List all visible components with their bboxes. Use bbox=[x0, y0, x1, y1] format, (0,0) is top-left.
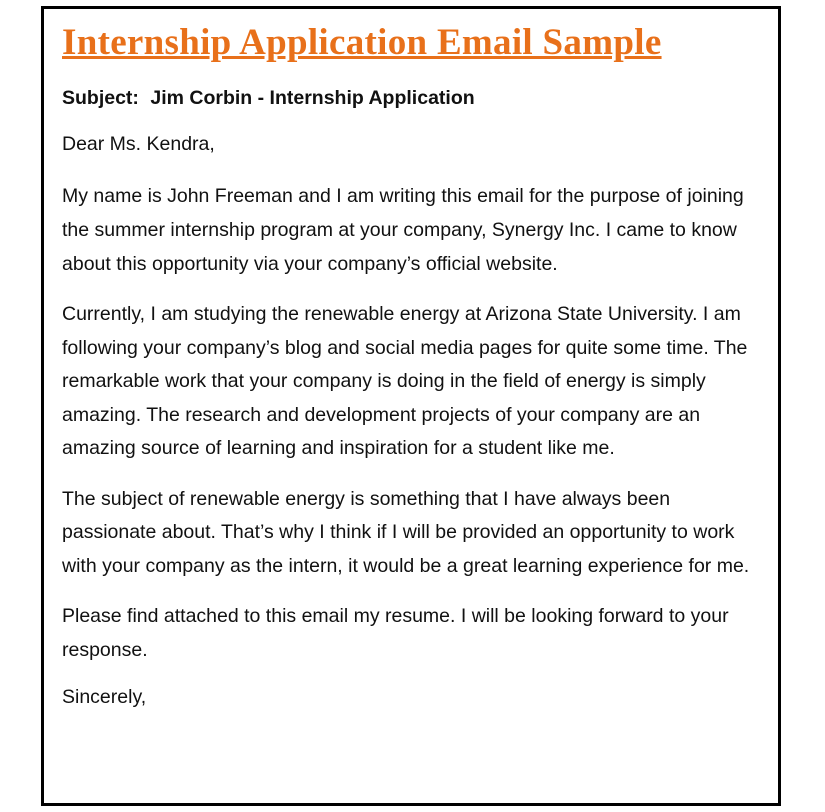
body-paragraph-4: Please find attached to this email my resume. I will be looking forward to your response. bbox=[62, 605, 729, 661]
subject-line bbox=[62, 86, 756, 110]
body-paragraph-3: The subject of renewable energy is something that I have always been passionate about. That’s why I think if I will be provided an opportunity to work with your company as the intern, it would be a great learning experience for me. bbox=[62, 487, 750, 577]
document-body bbox=[44, 9, 778, 712]
page-title: Internship Application Email Sample bbox=[62, 22, 662, 63]
salutation: Dear Ms. Kendra, bbox=[62, 133, 215, 156]
closing-line: Sincerely, bbox=[62, 686, 147, 709]
subject-value: Jim Corbin - Internship Application bbox=[150, 86, 475, 109]
body-paragraph-2: Currently, I am studying the renewable energy at Arizona State University. I am following your company’s blog and social media pages for quite some time. The remarkable work that your company is doing in the field of energy is simply amazing. The research and development projects of your company are an amazing source of learning and inspiration for a student like me. bbox=[62, 303, 748, 460]
document-page bbox=[41, 6, 781, 806]
body-paragraph-1: My name is John Freeman and I am writing this email for the purpose of joining the summer internship program at your company, Synergy Inc. I came to know about this opportunity via your company’s official website. bbox=[62, 185, 744, 275]
subject-label: Subject: bbox=[62, 86, 139, 109]
